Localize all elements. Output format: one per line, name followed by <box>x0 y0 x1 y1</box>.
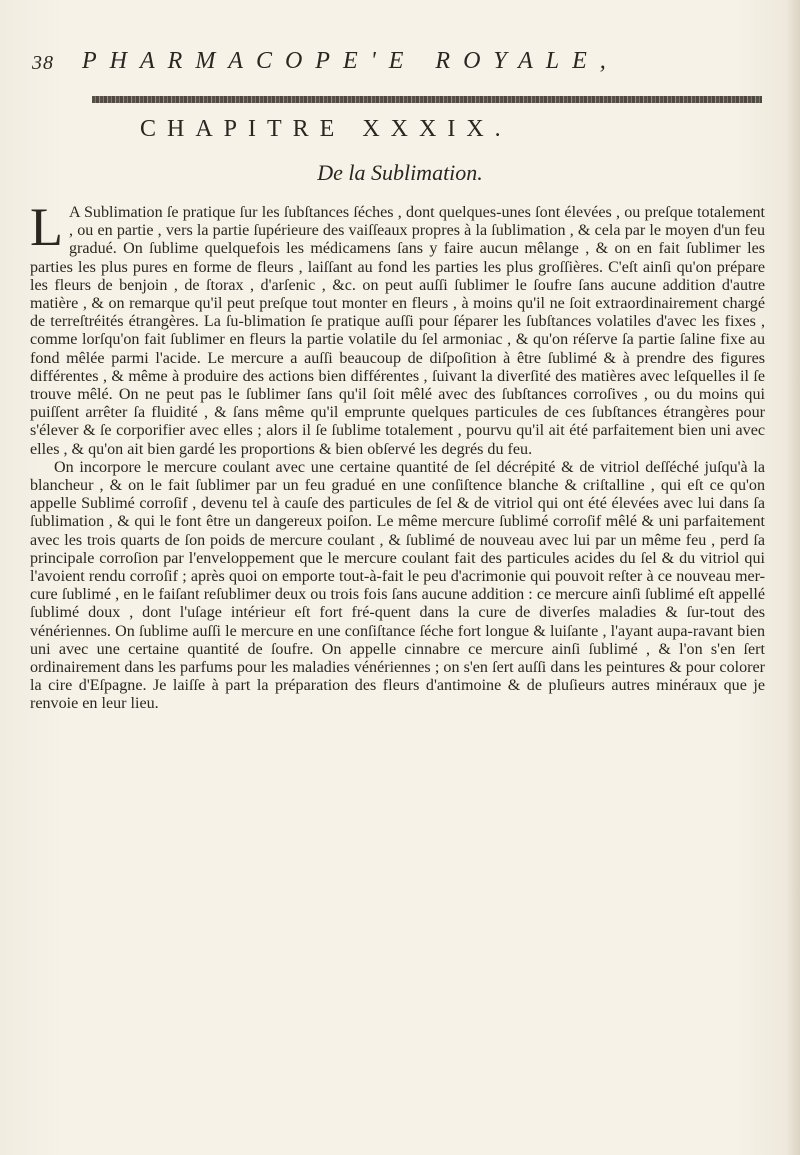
chapter-subtitle: De la Sublimation. <box>317 160 483 185</box>
paragraph-1 <box>30 197 765 459</box>
running-head <box>32 48 762 82</box>
chapter-title: CHAPITRE XXXIX. <box>140 116 512 142</box>
body-text <box>30 197 765 714</box>
page-edge-shadow <box>786 0 800 1155</box>
ornamental-rule <box>92 96 762 103</box>
running-title: PHARMACOPE'E ROYALE, <box>82 48 619 74</box>
paragraph-2: On incorpore le mercure coulant avec une certaine quantité de ſel décrépité & de vitriol deſſéché juſqu'à la blancheur , & on le fait ſublimer par un feu gradué en une conſiſtence blanche & criſtalline , qui eſt ce qu'on appelle Sublimé corroſif , devenu tel à cauſe des particules de ſel & de vitriol qui ont été élevées avec lui dans ſa ſublimation , & qui le font être un dangereux poiſon. Le même mercure ſublimé corroſif mêlé & uni parfaitement avec les trois quarts de ſon poids de mercure coulant , & ſublimé de nouveau avec lui par un même feu , perd ſa principale corroſion par l'enveloppement que le mercure coulant fait des particules acides du ſel & du vitriol qui l'avoient rendu corroſif ; après quoi on emporte tout-à-fait le peu d'acrimonie qui pouvoit reſter à ce nouveau mer-cure ſublimé , en le faiſant reſublimer deux ou trois fois ſans aucune addition : ce mercure ainſi ſublimé eſt appellé ſublimé doux , dont l'uſage intérieur eſt fort fré-quent dans la cure de diverſes maladies & ſur-tout des vénériennes. On ſublime auſſi le mercure en une conſiſtance ſéche fort longue & luiſante , l'ayant aupa-ravant bien uni avec une certaine quantité de ſoufre. On appelle cinnabre ce mercure ainſi ſublimé , & l'on s'en ſert ordinairement dans les parfums pour les maladies vénériennes ; on s'en ſert auſſi dans les peintures & pour colorer la cire d'Eſpagne. Je laiſſe à part la préparation des fleurs d'antimoine & de pluſieurs autres minéraux que je renvoie en leur lieu. <box>30 458 765 713</box>
page-number: 38 <box>32 52 54 74</box>
paragraph-1-text: A Sublimation ſe pratique ſur les ſubſtances ſéches , dont quelques-unes ſont élevées , ou preſque totalement , ou en partie , vers la partie ſupérieure des vaiſſeaux propres à la ſublimation , & cela par le moyen d'un feu gradué. On ſublime quelquefois les médicamens ſans y faire aucun mêlange , & on en fait ſublimer les parties les plus pures en forme de fleurs , laiſſant au fond les parties les plus groſſières. C'eſt ainſi qu'on prépare les fleurs de benjoin , de ſtorax , d'arſenic , &c. on peut auſſi ſublimer le ſoufre ſans aucune addition d'autre matière , & on remarque qu'il peut preſque tout monter en fleurs , à moins qu'il ne ſoit extraordinairement chargé de terreſtréités étrangères. La ſu-blimation ſe pratique auſſi pour ſéparer les ſubſtances volatiles d'avec les fixes , comme lorſqu'on fait ſublimer en fleurs la partie volatile du ſel armoniac , & qu'on réſerve ſa partie ſaline fixe au fond mêlée parmi l'acide. Le mercure a auſſi beaucoup de diſpoſition à être ſublimé & à prendre des figures différentes , & même à produire des actions bien différentes , ſuivant la diverſité des matières avec leſquelles il ſe trouve mêlé. On ne peut pas le ſublimer ſans qu'il ſoit mêlé avec des ſubſtances corroſives , ou du moins qui puiſſent arrêter ſa fluidité , & ſans même qu'il emprunte quelques particules de ces ſubſtances étrangères pour s'élever & ſe corporifier avec elles ; alors il ſe ſublime totalement , pourvu qu'il ait été parfaitement bien uni avec elles , & qu'on ait bien gardé les proportions & bien obſervé les degrés du feu. <box>30 204 765 458</box>
drop-cap: L <box>30 197 63 257</box>
